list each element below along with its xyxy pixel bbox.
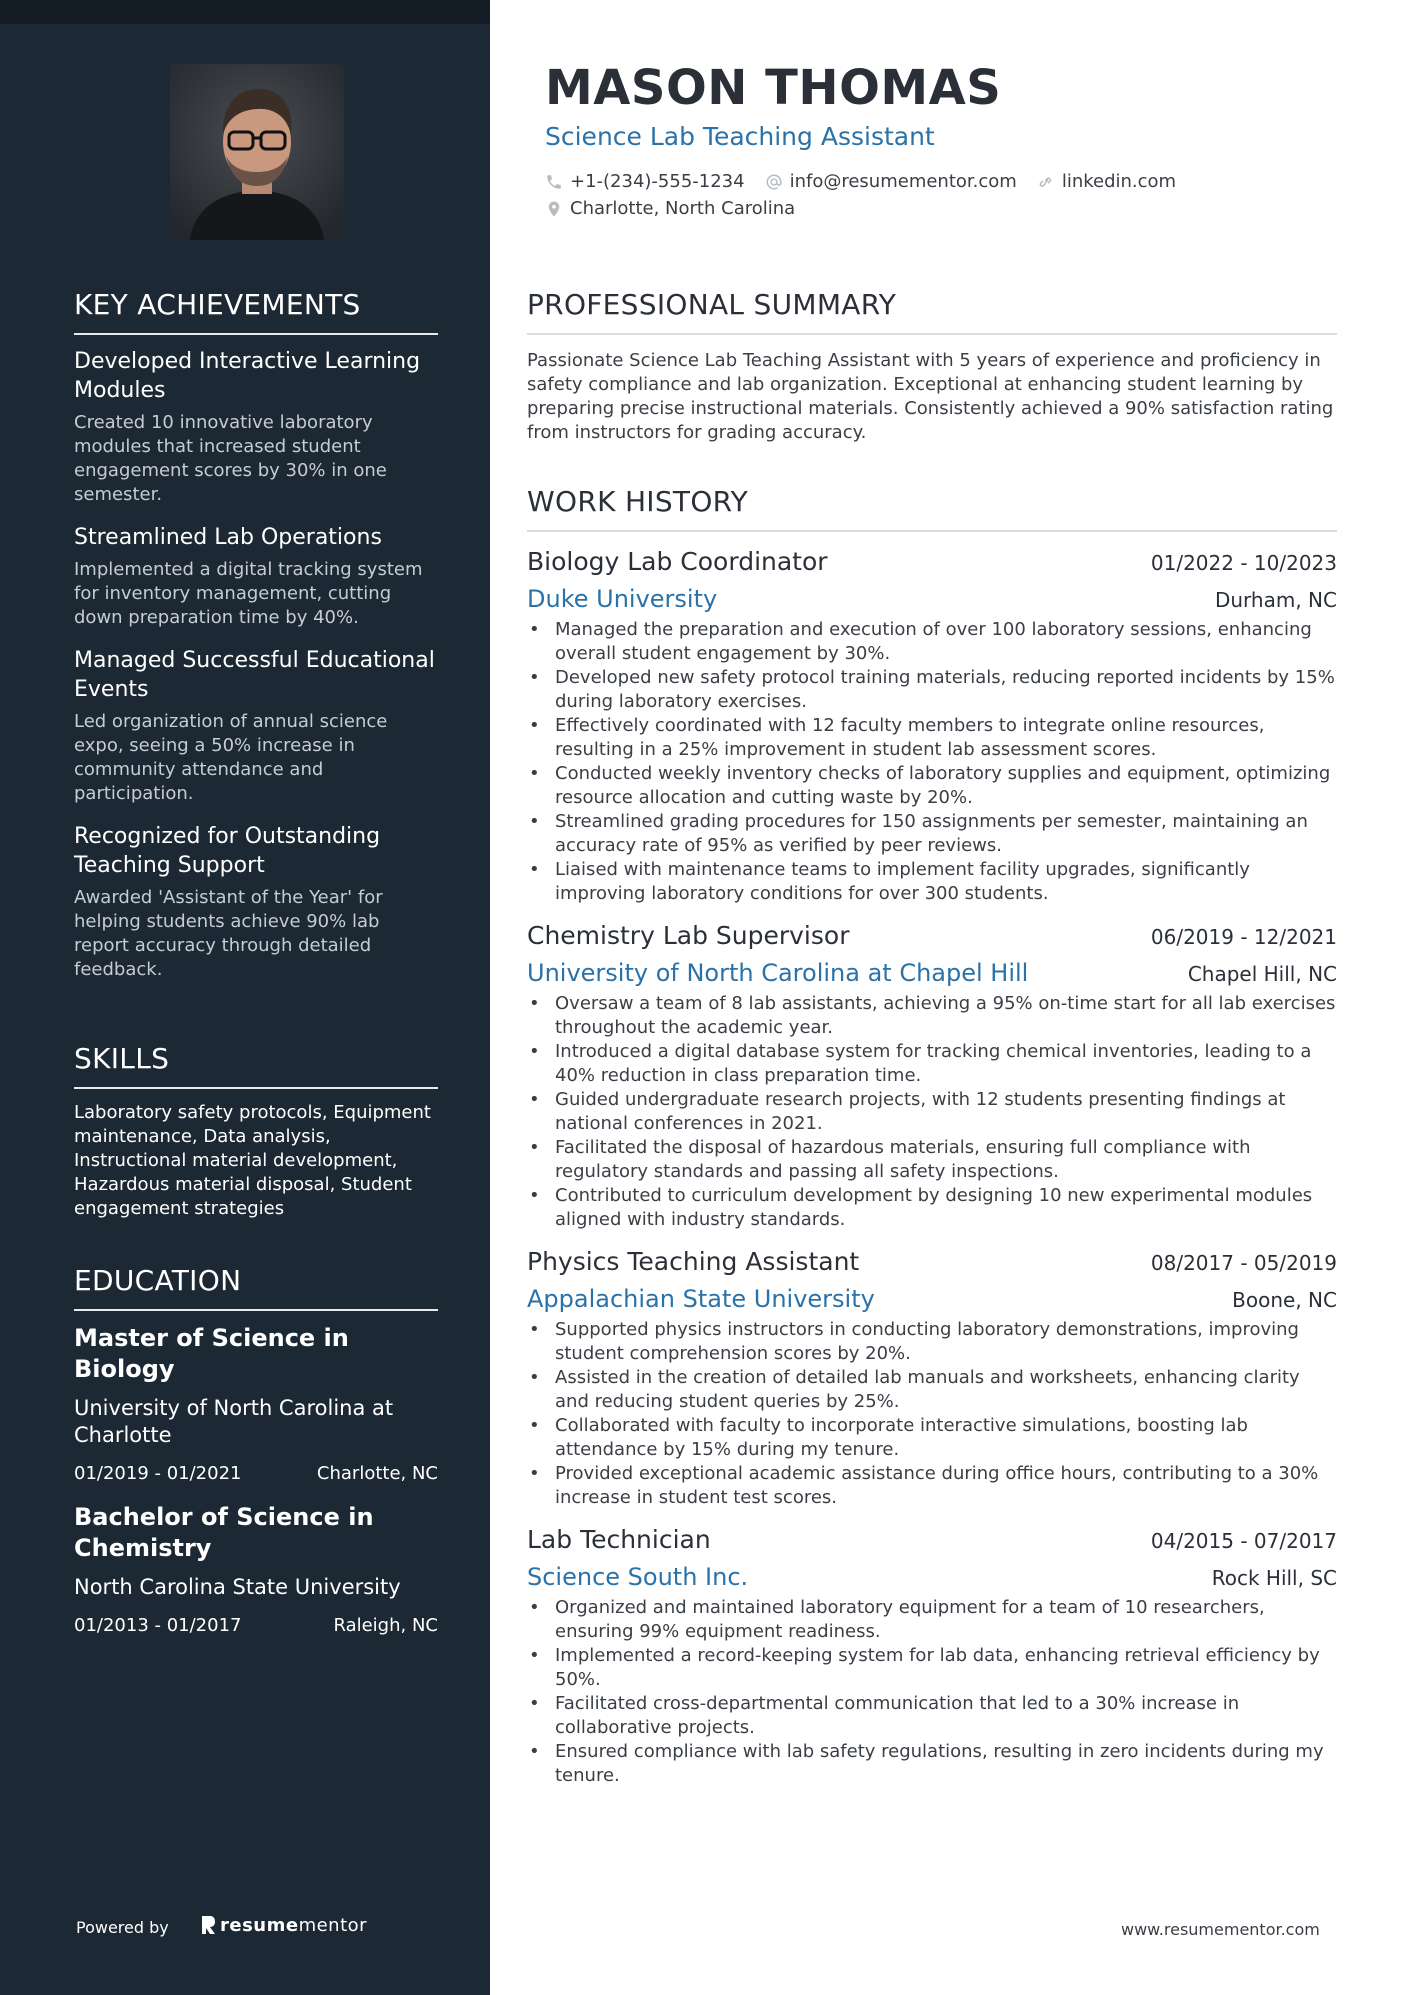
- education-item: [74, 1502, 438, 1636]
- achievement-description: Created 10 innovative laboratory modules that increased student engagement scores by 30% in one semester.: [74, 412, 387, 505]
- key-achievements-heading: KEY ACHIEVEMENTS: [74, 288, 438, 335]
- achievement-description: Awarded 'Assistant of the Year' for helping students achieve 90% lab report accuracy through detailed feedback.: [74, 887, 383, 980]
- job-location: Chapel Hill, NC: [1187, 962, 1337, 986]
- achievement-item: [74, 347, 438, 507]
- job-bullet: • Assisted in the creation of detailed lab manuals and worksheets, enhancing clarity and reducing student queries by 25%.: [527, 1366, 1337, 1414]
- contact-row: [545, 195, 1345, 222]
- achievement-item: [74, 822, 438, 982]
- achievement-title: Managed Successful Educational Events: [74, 648, 435, 702]
- job-company-row: [527, 958, 1337, 988]
- at-sign-icon: [765, 173, 783, 191]
- education-meta: [74, 1615, 438, 1636]
- professional-summary-heading: PROFESSIONAL SUMMARY: [527, 288, 1337, 335]
- job-bullets: [527, 1596, 1337, 1788]
- job-bullet: • Oversaw a team of 8 lab assistants, achieving a 95% on-time start for all lab exercises throughout the academic year.: [527, 992, 1337, 1040]
- linkedin-contact[interactable]: [1037, 171, 1176, 192]
- footer-website-link[interactable]: www.resumementor.com: [1121, 1920, 1320, 1939]
- job-title: Physics Teaching Assistant: [527, 1247, 860, 1276]
- job-title: Lab Technician: [527, 1525, 711, 1554]
- job-bullet: • Effectively coordinated with 12 faculty members to integrate online resources, resulting in a 25% improvement in student lab assessment scores.: [527, 714, 1337, 762]
- job-location: Rock Hill, SC: [1211, 1566, 1337, 1590]
- job-title-row: [527, 1524, 1337, 1556]
- candidate-role: Science Lab Teaching Assistant: [545, 122, 935, 151]
- phone-icon: [545, 173, 563, 191]
- education-location: Raleigh, NC: [333, 1615, 438, 1636]
- education-item: [74, 1323, 438, 1484]
- work-history-section: [527, 485, 1337, 1802]
- education-dates: 01/2019 - 01/2021: [74, 1463, 242, 1484]
- education-degree: Master of Science in Biology: [74, 1324, 349, 1383]
- job-title-row: [527, 1246, 1337, 1278]
- powered-by-label: Powered by: [76, 1918, 169, 1937]
- education-heading: EDUCATION: [74, 1264, 438, 1311]
- work-history-heading: WORK HISTORY: [527, 485, 1337, 532]
- job-location: Durham, NC: [1214, 588, 1337, 612]
- sidebar-top-bar: [0, 0, 490, 24]
- achievement-item: [74, 646, 438, 806]
- job-bullet: • Organized and maintained laboratory equipment for a team of 10 researchers, ensuring 99% equipment readiness.: [527, 1596, 1337, 1644]
- contact-row: [545, 168, 1345, 195]
- job-bullet: • Ensured compliance with lab safety regulations, resulting in zero incidents during my tenure.: [527, 1740, 1337, 1788]
- achievement-title: Developed Interactive Learning Modules: [74, 349, 421, 403]
- resume-header: [545, 60, 1345, 222]
- professional-summary-section: [527, 288, 1337, 445]
- job-company: Duke University: [527, 585, 718, 613]
- job-bullet: • Facilitated cross-departmental communication that led to a 30% increase in collaborative projects.: [527, 1692, 1337, 1740]
- job-title: Chemistry Lab Supervisor: [527, 921, 850, 950]
- job-title: Biology Lab Coordinator: [527, 547, 828, 576]
- candidate-name: MASON THOMAS: [545, 60, 1002, 116]
- profile-photo: [170, 64, 344, 240]
- resumementor-logo-icon: [200, 1914, 216, 1936]
- sidebar: [0, 0, 490, 1995]
- job-bullet: • Streamlined grading procedures for 150 assignments per semester, maintaining an accuracy rate of 95% as verified by peer reviews.: [527, 810, 1337, 858]
- job-bullet: • Developed new safety protocol training materials, reducing reported incidents by 15% during laboratory exercises.: [527, 666, 1337, 714]
- job-bullet: • Provided exceptional academic assistance during office hours, contributing to a 30% increase in student test scores.: [527, 1462, 1337, 1510]
- job-bullet: • Guided undergraduate research projects, with 12 students presenting findings at national conferences in 2021.: [527, 1088, 1337, 1136]
- email-contact[interactable]: [765, 171, 1017, 192]
- email-text: info@resumementor.com: [789, 171, 1017, 192]
- job-company-row: [527, 1284, 1337, 1314]
- job-title-row: [527, 546, 1337, 578]
- location-text: Charlotte, North Carolina: [570, 198, 796, 219]
- skills-list: Laboratory safety protocols, Equipment maintenance, Data analysis, Instructional material development, Hazardous material disposal, Student engagement strategies: [74, 1102, 431, 1219]
- job-company: Science South Inc.: [527, 1563, 749, 1591]
- professional-summary-text: Passionate Science Lab Teaching Assistant with 5 years of experience and proficiency in safety compliance and lab organization. Exceptional at enhancing student learning by preparing precise instructional materials. Consistently achieved a 90% satisfaction rating from instructors for grading accuracy.: [527, 350, 1334, 443]
- job-company-row: [527, 1562, 1337, 1592]
- job-bullet: • Implemented a record-keeping system for lab data, enhancing retrieval efficiency by 50%.: [527, 1644, 1337, 1692]
- job-bullet: • Contributed to curriculum development by designing 10 new experimental modules aligned with industry standards.: [527, 1184, 1337, 1232]
- resumementor-logo[interactable]: [200, 1914, 367, 1936]
- phone-text: +1-(234)-555-1234: [570, 171, 745, 192]
- job-dates: 06/2019 - 12/2021: [1150, 925, 1337, 949]
- job-bullet: • Facilitated the disposal of hazardous materials, ensuring full compliance with regulatory standards and passing all safety inspections.: [527, 1136, 1337, 1184]
- job-entry: [527, 1246, 1337, 1510]
- education-dates: 01/2013 - 01/2017: [74, 1615, 242, 1636]
- skills-section: [74, 1042, 438, 1221]
- job-bullets: [527, 618, 1337, 906]
- job-bullets: [527, 1318, 1337, 1510]
- achievement-description: Led organization of annual science expo, seeing a 50% increase in community attendance and participation.: [74, 711, 388, 804]
- location-pin-icon: [545, 200, 563, 218]
- phone-contact[interactable]: [545, 171, 745, 192]
- job-bullet: • Liaised with maintenance teams to implement facility upgrades, significantly improving laboratory conditions for over 300 students.: [527, 858, 1337, 906]
- job-bullet: • Collaborated with faculty to incorporate interactive simulations, boosting lab attendance by 15% during my tenure.: [527, 1414, 1337, 1462]
- job-bullet: • Supported physics instructors in conducting laboratory demonstrations, improving student comprehension scores by 20%.: [527, 1318, 1337, 1366]
- job-entry: [527, 1524, 1337, 1788]
- education-location: Charlotte, NC: [316, 1463, 438, 1484]
- job-entry: [527, 920, 1337, 1232]
- job-bullet: • Conducted weekly inventory checks of laboratory supplies and equipment, optimizing resource allocation and cutting waste by 20%.: [527, 762, 1337, 810]
- education-school: North Carolina State University: [74, 1575, 401, 1599]
- job-bullet: • Introduced a digital database system for tracking chemical inventories, leading to a 40% reduction in class preparation time.: [527, 1040, 1337, 1088]
- education-section: [74, 1264, 438, 1654]
- key-achievements-section: [74, 288, 438, 998]
- education-meta: [74, 1463, 438, 1484]
- linkedin-text: linkedin.com: [1061, 171, 1177, 192]
- brand-name-bold: resume: [220, 1914, 299, 1936]
- achievement-title: Recognized for Outstanding Teaching Support: [74, 824, 381, 878]
- location-contact: [545, 198, 795, 219]
- job-bullets: [527, 992, 1337, 1232]
- link-icon: [1037, 173, 1055, 191]
- job-dates: 01/2022 - 10/2023: [1150, 551, 1337, 575]
- achievement-item: [74, 523, 438, 630]
- brand-name-light: mentor: [298, 1914, 368, 1936]
- achievement-description: Implemented a digital tracking system for inventory management, cutting down preparation time by 40%.: [74, 559, 423, 628]
- achievement-title: Streamlined Lab Operations: [74, 525, 382, 550]
- education-degree: Bachelor of Science in Chemistry: [74, 1503, 374, 1562]
- job-company-row: [527, 584, 1337, 614]
- job-company: Appalachian State University: [527, 1285, 875, 1313]
- education-school: University of North Carolina at Charlotte: [74, 1396, 394, 1447]
- job-dates: 08/2017 - 05/2019: [1150, 1251, 1337, 1275]
- skills-heading: SKILLS: [74, 1042, 438, 1089]
- job-company: University of North Carolina at Chapel Hill: [527, 959, 1029, 987]
- job-bullet: • Managed the preparation and execution of over 100 laboratory sessions, enhancing overall student engagement by 30%.: [527, 618, 1337, 666]
- job-location: Boone, NC: [1232, 1288, 1337, 1312]
- job-entry: [527, 546, 1337, 906]
- job-title-row: [527, 920, 1337, 952]
- contact-info: [545, 168, 1345, 222]
- job-dates: 04/2015 - 07/2017: [1150, 1529, 1337, 1553]
